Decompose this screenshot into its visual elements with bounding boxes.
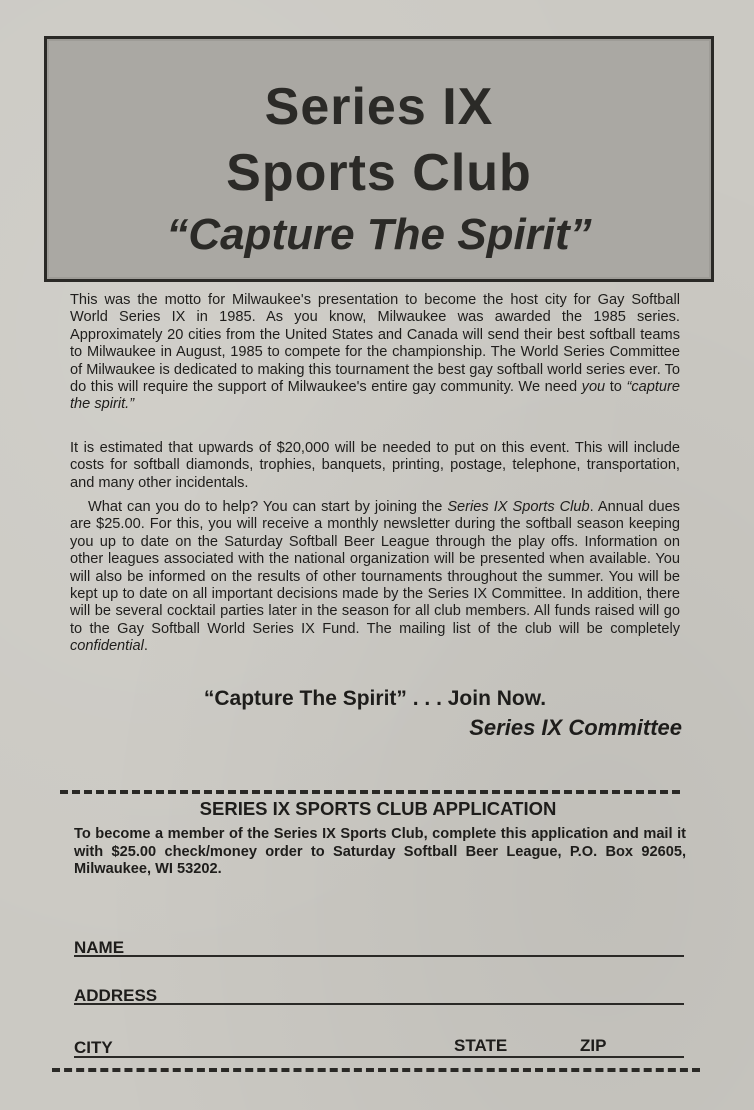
paragraph2-text: It is estimated that upwards of $20,000 will be needed to put on this event. This will include costs for softball diamonds, trophies, banquets, printing, postage, telephone, transportation, and many other incidentals.: [70, 440, 680, 491]
header-banner: [44, 36, 714, 282]
emphasis-club-name: Series IX Sports Club: [447, 499, 590, 515]
zip-label: ZIP: [580, 1036, 607, 1055]
city-label: CITY: [74, 1038, 113, 1057]
paragraph-motto: [70, 292, 680, 414]
address-label: ADDRESS: [74, 986, 158, 1005]
address-field-line[interactable]: [74, 1003, 684, 1005]
paragraph1-connector: to: [605, 379, 627, 396]
state-label: STATE: [454, 1036, 508, 1055]
paragraph1-text: This was the motto for Milwaukee's presentation to become the host city for Gay Softball World Series IX in 1985. As you know, Milwaukee was awarded the 1985 series. Approximately 20 cities from the United States and Canada will send their best softball teams to Milwaukee in August, 1985 to compete for the championship. The World Series Committee of Milwaukee is dedicated to making this tournament the best gay softball world series ever. To do this will require the support of Milwaukee's entire gay community. We need: [70, 292, 680, 396]
call-to-action: “Capture The Spirit” . . . Join Now.: [203, 687, 547, 710]
cut-line-bottom: [52, 1068, 700, 1072]
banner-motto: “Capture The Spirit”: [166, 210, 592, 259]
paragraph-how-to-help: [70, 499, 680, 656]
banner-title-line2: Sports Club: [226, 144, 532, 202]
name-label: NAME: [74, 938, 125, 957]
application-title: SERIES IX SPORTS CLUB APPLICATION: [199, 798, 557, 819]
banner-title-line1: Series IX: [264, 78, 494, 136]
paragraph-costs: [70, 440, 680, 492]
paragraph3-text-b: . Annual dues are $25.00. For this, you will receive a monthly newsletter during the softball season keeping you up to date on the Saturday Softball Beer League through the play offs. Information on other leagues associated with the national organization will be presented when available. You will also be informed on the results of other tournaments throughout the summer. You will be kept up to date on all important decisions made by the Series IX Committee. In addition, there will be several cocktail parties later in the season for all club members. All funds raised will go to the Gay Softball World Series IX Fund. The mailing list of the club will be completely: [70, 499, 680, 637]
cut-line-top: [60, 790, 680, 794]
city-state-zip-field-line[interactable]: [74, 1056, 684, 1058]
emphasis-capture-spirit: “capture the spirit.”: [70, 379, 680, 413]
signature: Series IX Committee: [469, 715, 682, 740]
paragraph3-text-c: .: [143, 638, 148, 655]
application-instructions: To become a member of the Series IX Sports Club, complete this application and mail it with $25.00 check/money order to Saturday Softball Beer League, P.O. Box 92605, Milwaukee, WI 53202.: [74, 826, 686, 878]
emphasis-you: you: [581, 379, 606, 396]
paragraph3-text-a: What can you do to help? You can start by joining the: [88, 499, 448, 515]
emphasis-confidential: confidential: [70, 638, 144, 655]
name-field-line[interactable]: [74, 955, 684, 957]
